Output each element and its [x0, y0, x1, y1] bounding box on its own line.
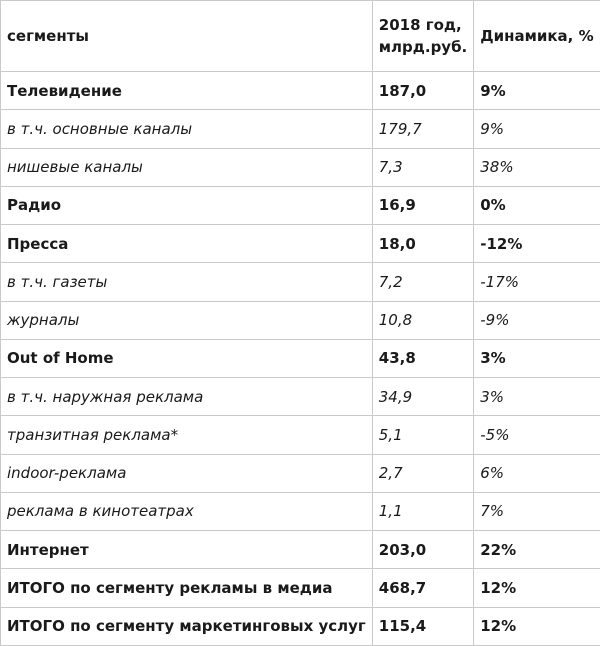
dynamics-cell: 9% [474, 110, 600, 148]
value-cell: 187,0 [372, 72, 473, 110]
table-row [1, 416, 600, 454]
dynamics-cell: 12% [474, 607, 600, 645]
table-row [1, 339, 600, 377]
segment-cell: ИТОГО по сегменту маркетинговых услуг [1, 607, 373, 645]
table-body [1, 72, 600, 646]
dynamics-cell: 3% [474, 339, 600, 377]
table-row [1, 531, 600, 569]
dynamics-cell: 0% [474, 186, 600, 224]
dynamics-cell: -5% [474, 416, 600, 454]
table-row [1, 607, 600, 645]
segment-cell: в т.ч. основные каналы [1, 110, 373, 148]
segment-cell: в т.ч. газеты [1, 263, 373, 301]
segment-cell: Радио [1, 186, 373, 224]
table-row [1, 186, 600, 224]
segment-cell: ИТОГО по сегменту рекламы в медиа [1, 569, 373, 607]
dynamics-cell: 6% [474, 454, 600, 492]
header-year-line1: 2018 год, [378, 16, 462, 34]
table-row [1, 492, 600, 530]
table-row [1, 301, 600, 339]
table-row [1, 569, 600, 607]
value-cell: 43,8 [372, 339, 473, 377]
segment-cell: транзитная реклама* [1, 416, 373, 454]
table-row [1, 110, 600, 148]
table-row [1, 263, 600, 301]
dynamics-cell: 12% [474, 569, 600, 607]
table-row [1, 454, 600, 492]
dynamics-cell: 7% [474, 492, 600, 530]
table-row [1, 148, 600, 186]
header-year-line2: млрд.руб. [378, 38, 468, 56]
value-cell: 1,1 [372, 492, 473, 530]
value-cell: 179,7 [372, 110, 473, 148]
value-cell: 203,0 [372, 531, 473, 569]
value-cell: 10,8 [372, 301, 473, 339]
header-dynamics: Динамика, % [474, 1, 600, 72]
dynamics-cell: -12% [474, 225, 600, 263]
value-cell: 34,9 [372, 378, 473, 416]
segment-cell: Пресса [1, 225, 373, 263]
value-cell: 115,4 [372, 607, 473, 645]
segment-cell: Out of Home [1, 339, 373, 377]
value-cell: 7,3 [372, 148, 473, 186]
segment-cell: журналы [1, 301, 373, 339]
value-cell: 5,1 [372, 416, 473, 454]
dynamics-cell: -17% [474, 263, 600, 301]
value-cell: 7,2 [372, 263, 473, 301]
header-year [372, 1, 473, 72]
table-row [1, 225, 600, 263]
table-row [1, 72, 600, 110]
dynamics-cell: 9% [474, 72, 600, 110]
segment-cell: в т.ч. наружная реклама [1, 378, 373, 416]
header-row [1, 1, 600, 72]
dynamics-cell: 38% [474, 148, 600, 186]
header-segment: сегменты [1, 1, 373, 72]
segment-cell: нишевые каналы [1, 148, 373, 186]
dynamics-cell: -9% [474, 301, 600, 339]
segment-cell: реклама в кинотеатрах [1, 492, 373, 530]
table-row [1, 378, 600, 416]
value-cell: 2,7 [372, 454, 473, 492]
value-cell: 16,9 [372, 186, 473, 224]
segment-cell: Интернет [1, 531, 373, 569]
segment-cell: indoor-реклама [1, 454, 373, 492]
value-cell: 18,0 [372, 225, 473, 263]
dynamics-cell: 3% [474, 378, 600, 416]
segment-cell: Телевидение [1, 72, 373, 110]
value-cell: 468,7 [372, 569, 473, 607]
dynamics-cell: 22% [474, 531, 600, 569]
